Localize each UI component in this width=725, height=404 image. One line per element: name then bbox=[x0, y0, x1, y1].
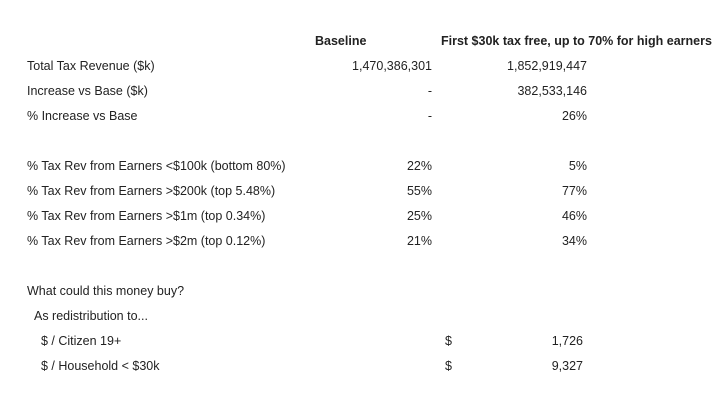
cell-scenario-share-over-2m[interactable]: 34% bbox=[561, 234, 587, 248]
cell-scenario-share-under-100k[interactable]: 5% bbox=[568, 159, 587, 173]
row-label-share-under-100k[interactable]: % Tax Rev from Earners <$100k (bottom 80%) bbox=[27, 159, 286, 173]
row-label-pct-increase[interactable]: % Increase vs Base bbox=[27, 109, 138, 123]
cell-scenario-increase[interactable]: 382,533,146 bbox=[517, 84, 587, 98]
cell-value-per-household[interactable]: 9,327 bbox=[551, 359, 583, 373]
cell-scenario-total-revenue[interactable]: 1,852,919,447 bbox=[507, 59, 587, 73]
cell-baseline-share-over-1m[interactable]: 25% bbox=[406, 209, 432, 223]
row-label-per-household[interactable]: $ / Household < $30k bbox=[41, 359, 160, 373]
cell-baseline-share-over-2m[interactable]: 21% bbox=[406, 234, 432, 248]
cell-baseline-increase[interactable]: - bbox=[427, 84, 432, 98]
cell-currency-per-household[interactable]: $ bbox=[445, 359, 452, 373]
section-subtitle-redistribution[interactable]: As redistribution to... bbox=[34, 309, 148, 323]
cell-baseline-share-over-200k[interactable]: 55% bbox=[406, 184, 432, 198]
row-label-per-citizen[interactable]: $ / Citizen 19+ bbox=[41, 334, 122, 348]
row-label-share-over-200k[interactable]: % Tax Rev from Earners >$200k (top 5.48%) bbox=[27, 184, 276, 198]
cell-scenario-pct-increase[interactable]: 26% bbox=[561, 109, 587, 123]
cell-baseline-pct-increase[interactable]: - bbox=[427, 109, 432, 123]
cell-value-per-citizen[interactable]: 1,726 bbox=[551, 334, 583, 348]
cell-scenario-share-over-200k[interactable]: 77% bbox=[561, 184, 587, 198]
row-label-increase[interactable]: Increase vs Base ($k) bbox=[27, 84, 148, 98]
cell-scenario-share-over-1m[interactable]: 46% bbox=[561, 209, 587, 223]
cell-baseline-share-under-100k[interactable]: 22% bbox=[406, 159, 432, 173]
row-label-total-revenue[interactable]: Total Tax Revenue ($k) bbox=[27, 59, 155, 73]
cell-currency-per-citizen[interactable]: $ bbox=[445, 334, 452, 348]
row-label-share-over-2m[interactable]: % Tax Rev from Earners >$2m (top 0.12%) bbox=[27, 234, 266, 248]
cell-baseline-total-revenue[interactable]: 1,470,386,301 bbox=[352, 59, 432, 73]
header-scenario[interactable]: First $30k tax free, up to 70% for high earners bbox=[441, 34, 712, 48]
row-label-share-over-1m[interactable]: % Tax Rev from Earners >$1m (top 0.34%) bbox=[27, 209, 266, 223]
header-baseline[interactable]: Baseline bbox=[315, 34, 367, 48]
section-title-money-buy[interactable]: What could this money buy? bbox=[27, 284, 185, 298]
